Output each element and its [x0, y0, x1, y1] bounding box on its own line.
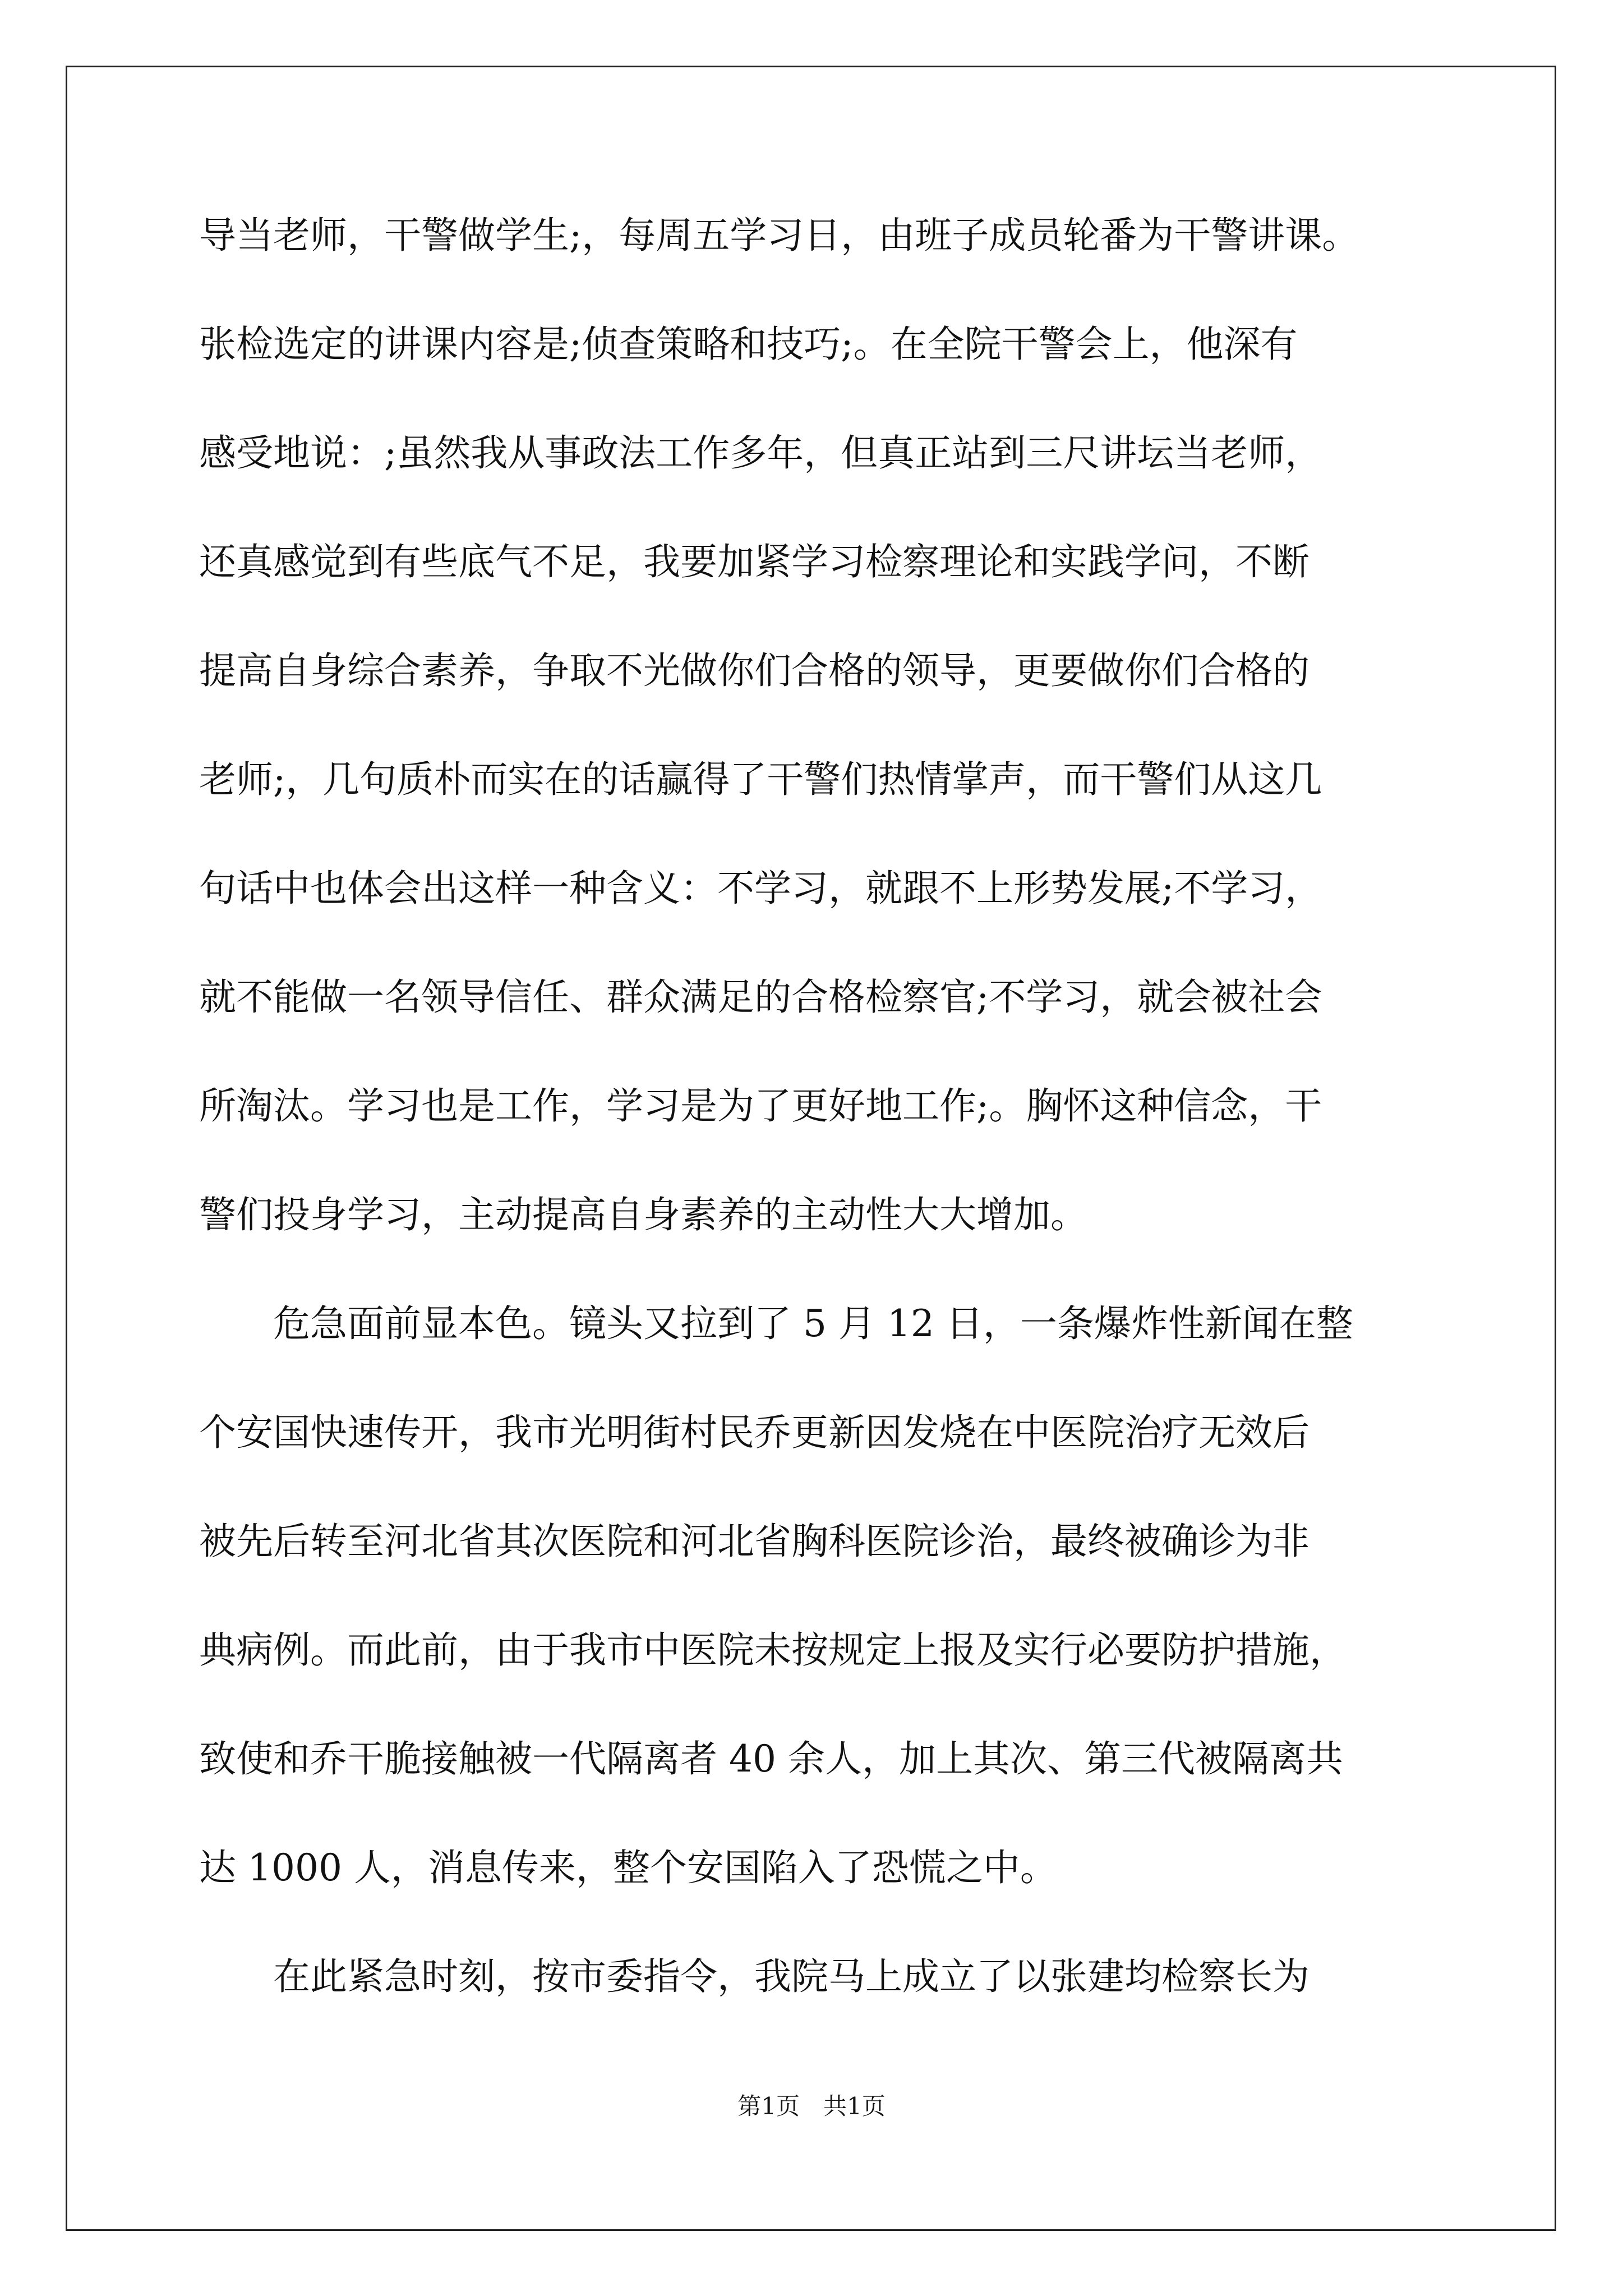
text-line: 被先后转至河北省其次医院和河北省胸科医院诊治，最终被确诊为非 [199, 1520, 1310, 1563]
text-line: 老师;，几句质朴而实在的话赢得了干警们热情掌声，而干警们从这几 [199, 758, 1322, 801]
text-line: 感受地说：;虽然我从事政法工作多年，但真正站到三尺讲坛当老师， [199, 431, 1322, 475]
text-line: 提高自身综合素养，争取不光做你们合格的领导，更要做你们合格的 [199, 649, 1310, 692]
text-line: 所淘汰。学习也是工作，学习是为了更好地工作;。胸怀这种信念，干 [199, 1084, 1322, 1128]
text-line: 在此紧急时刻，按市委指令，我院马上成立了以张建均检察长为 [199, 1955, 1310, 1998]
text-line: 典病例。而此前，由于我市中医院未按规定上报及实行必要防护措施， [199, 1628, 1347, 1672]
text-line: 危急面前显本色。镜头又拉到了 5 月 12 日，一条爆炸性新闻在整 [199, 1302, 1353, 1345]
page-footer: 第1页 共1页 [737, 2092, 886, 2120]
text-line: 致使和乔干脆接触被一代隔离者 40 余人，加上其次、第三代被隔离共 [199, 1737, 1343, 1780]
text-line: 导当老师，干警做学生;，每周五学习日，由班子成员轮番为干警讲课。 [199, 214, 1359, 257]
document-body [199, 208, 1427, 2058]
text-line: 警们投身学习，主动提高自身素养的主动性大大增加。 [199, 1193, 1087, 1236]
text-line: 达 1000 人，消息传来，整个安国陷入了恐慌之中。 [199, 1846, 1057, 1889]
text-line: 张检选定的讲课内容是;侦查策略和技巧;。在全院干警会上，他深有 [199, 323, 1298, 366]
text-line: 就不能做一名领导信任、群众满足的合格检察官;不学习，就会被社会 [199, 976, 1322, 1019]
text-line: 还真感觉到有些底气不足，我要加紧学习检察理论和实践学问，不断 [199, 540, 1310, 583]
text-line: 句话中也体会出这样一种含义：不学习，就跟不上形势发展;不学习， [199, 867, 1322, 910]
text-line: 个安国快速传开，我市光明街村民乔更新因发烧在中医院治疗无效后 [199, 1411, 1310, 1454]
